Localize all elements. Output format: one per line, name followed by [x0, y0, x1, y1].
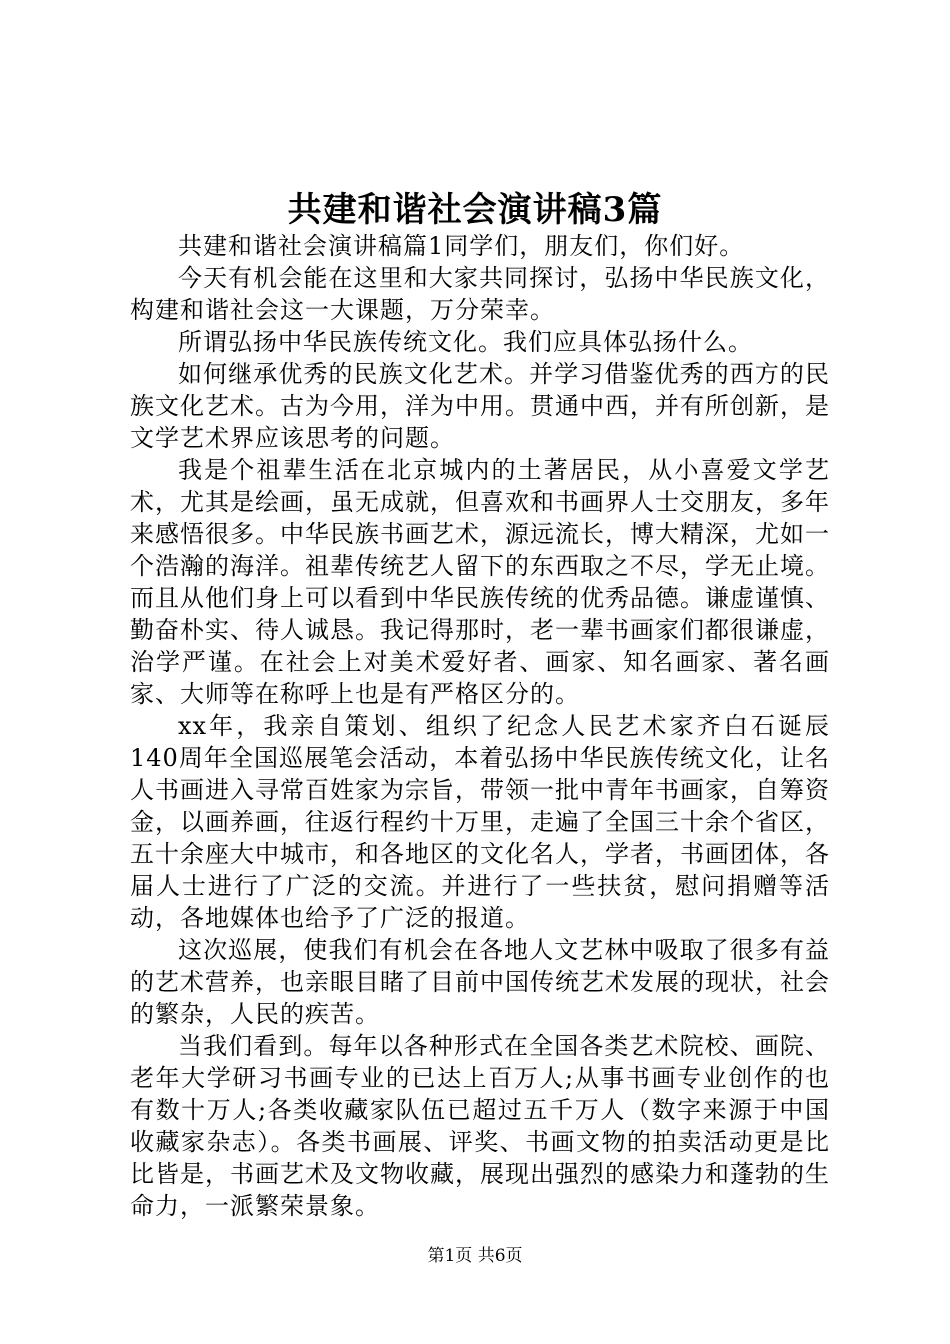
- paragraph: 我是个祖辈生活在北京城内的土著居民，从小喜爱文学艺术，尤其是绘画，虽无成就，但喜欢和书画界人士交朋友，多年来感悟很多。中华民族书画艺术，源远流长，博大精深，尤如一个浩瀚的海洋。祖辈传统艺人留下的东西取之不尽，学无止境。而且从他们身上可以看到中华民族传统的优秀品德。谦虚谨慎、勤奋朴实、待人诚恳。我记得那时，老一辈书画家们都很谦虚，治学严谨。在社会上对美术爱好者、画家、知名画家、著名画家、大师等在称呼上也是有严格区分的。: [130, 456, 830, 708]
- paragraph: 当我们看到。每年以各种形式在全国各类艺术院校、画院、老年大学研习书画专业的已达上百万人;从事书画专业创作的也有数十万人;各类收藏家队伍已超过五千万人（数字来源于中国收藏家杂志）。各类书画展、评奖、书画文物的拍卖活动更是比比皆是，书画艺术及文物收藏，展现出强烈的感染力和蓬勃的生命力，一派繁荣景象。: [130, 1032, 830, 1220]
- document-title: 共建和谐社会演讲稿3篇: [287, 190, 663, 230]
- paragraph: 共建和谐社会演讲稿篇1同学们，朋友们，你们好。: [178, 232, 745, 260]
- paragraph: 今天有机会能在这里和大家共同探讨，弘扬中华民族文化，构建和谐社会这一大课题，万分荣幸。: [130, 264, 830, 324]
- paragraph: 这次巡展，使我们有机会在各地人文艺林中吸取了很多有益的艺术营养，也亲眼目睹了目前中国传统艺术发展的现状，社会的繁杂，人民的疾苦。: [130, 936, 830, 1028]
- paragraph: 如何继承优秀的民族文化艺术。并学习借鉴优秀的西方的民族文化艺术。古为今用，洋为中用。贯通中西，并有所创新，是文学艺术界应该思考的问题。: [130, 360, 830, 452]
- paragraph: xx年，我亲自策划、组织了纪念人民艺术家齐白石诞辰140周年全国巡展笔会活动，本着弘扬中华民族传统文化，让名人书画进入寻常百姓家为宗旨，带领一批中青年书画家，自筹资金，以画养画，往返行程约十万里，走遍了全国三十余个省区，五十余座大中城市，和各地区的文化名人，学者，书画团体，各届人士进行了广泛的交流。并进行了一些扶贫，慰问捐赠等活动，各地媒体也给予了广泛的报道。: [130, 712, 830, 932]
- paragraph: 所谓弘扬中华民族传统文化。我们应具体弘扬什么。: [178, 328, 753, 356]
- document-body: [130, 230, 830, 1222]
- page-number-footer: 第1页 共6页: [427, 1246, 523, 1266]
